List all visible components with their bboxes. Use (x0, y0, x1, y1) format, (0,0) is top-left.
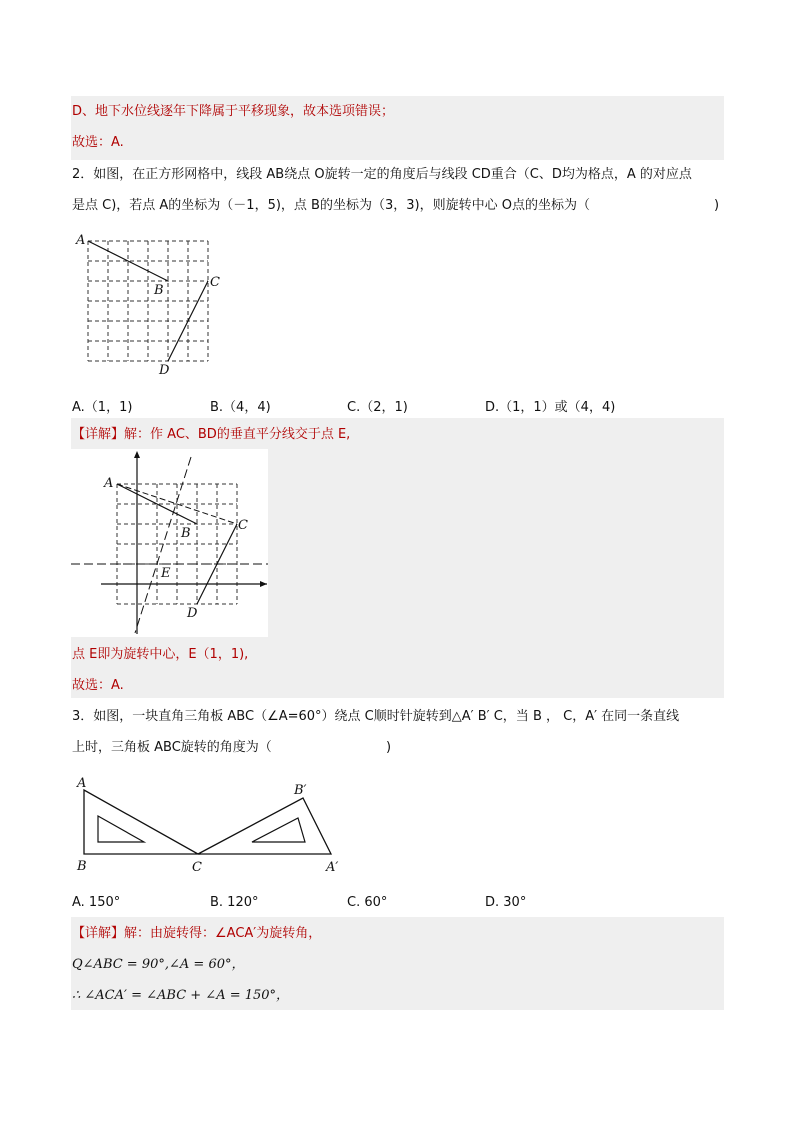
q3-step2: ∴ ∠ACA′ = ∠ABC + ∠A = 150°， (72, 988, 290, 1003)
q3-stem-line1: 3．如图，一块直角三角板 ABC（∠A=60°）绕点 C顺时针旋转到△A′ B′ C，当 B ， C，A′ 在同一条直线 (72, 709, 680, 724)
q2-answer: 故选：A. (72, 678, 124, 693)
triangle-abc (84, 790, 198, 854)
q3-triangle-figure (72, 770, 352, 880)
q2-detail-line (72, 426, 350, 444)
q2-label-d: D (159, 363, 170, 378)
q3-paren-close: ) (386, 740, 392, 755)
q2-option-a: A.（1，1) (72, 400, 133, 415)
q3-option-d: D. 30° (485, 895, 527, 910)
q3-label-a: A (77, 776, 87, 791)
q2-sol-label-e: E (161, 566, 171, 581)
q3-detail-tag: 【详解】 (72, 926, 125, 941)
q2-sol-label-a: A (104, 476, 114, 491)
q3-detail-line (72, 925, 321, 943)
q3-option-b: B. 120° (210, 895, 259, 910)
q3-option-c: C. 60° (347, 895, 388, 910)
segment-ab (88, 241, 168, 281)
prev-answer: 故选：A. (72, 135, 124, 150)
q2-detail-text: 解：作 AC、BD的垂直平分线交于点 E, (124, 427, 351, 442)
q3-label-a-prime: A′ (326, 860, 339, 875)
q2-stem-line1: 2．如图，在正方形网格中，线段 AB绕点 O旋转一定的角度后与线段 CD重合（C、D均为格点，A 的对应点 (72, 167, 692, 182)
q2-paren-close: ) (714, 198, 720, 213)
q2-option-d: D.（1，1）或（4，4) (485, 400, 616, 415)
q2-solution-figure (71, 449, 268, 637)
q2-sol-label-c: C (238, 518, 248, 533)
q2-stem-line2: 是点 C)，若点 A的坐标为（－1，5)，点 B的坐标为（3，3)，则旋转中心 O点的坐标为（ (72, 198, 590, 213)
q2-label-a: A (76, 233, 86, 248)
q3-label-b-prime: B′ (294, 783, 307, 798)
q3-label-c: C (192, 860, 202, 875)
q3-detail-text: 解：由旋转得：∠ACA′为旋转角， (124, 926, 322, 941)
q2-option-c: C.（2，1) (347, 400, 408, 415)
q2-sol-label-d: D (187, 606, 198, 621)
q2-option-b: B.（4，4) (210, 400, 271, 415)
q2-label-b: B (154, 283, 164, 298)
q3-label-b: B (77, 859, 87, 874)
q3-stem-line2: 上时，三角板 ABC旋转的角度为（ (72, 740, 272, 755)
q2-label-c: C (210, 275, 220, 290)
triangle-a2b2c (198, 798, 331, 854)
q2-detail-tag: 【详解】 (72, 427, 125, 442)
q2-sol-label-b: B (181, 526, 191, 541)
q3-step1: Q∠ABC = 90°,∠A = 60°， (72, 957, 245, 972)
q2-conclusion: 点 E即为旋转中心，E（1，1), (72, 647, 249, 662)
q3-option-a: A. 150° (72, 895, 121, 910)
prev-option-d-explanation: D、地下水位线逐年下降属于平移现象，故本选项错误； (72, 104, 395, 119)
q2-grid-figure (70, 228, 220, 378)
